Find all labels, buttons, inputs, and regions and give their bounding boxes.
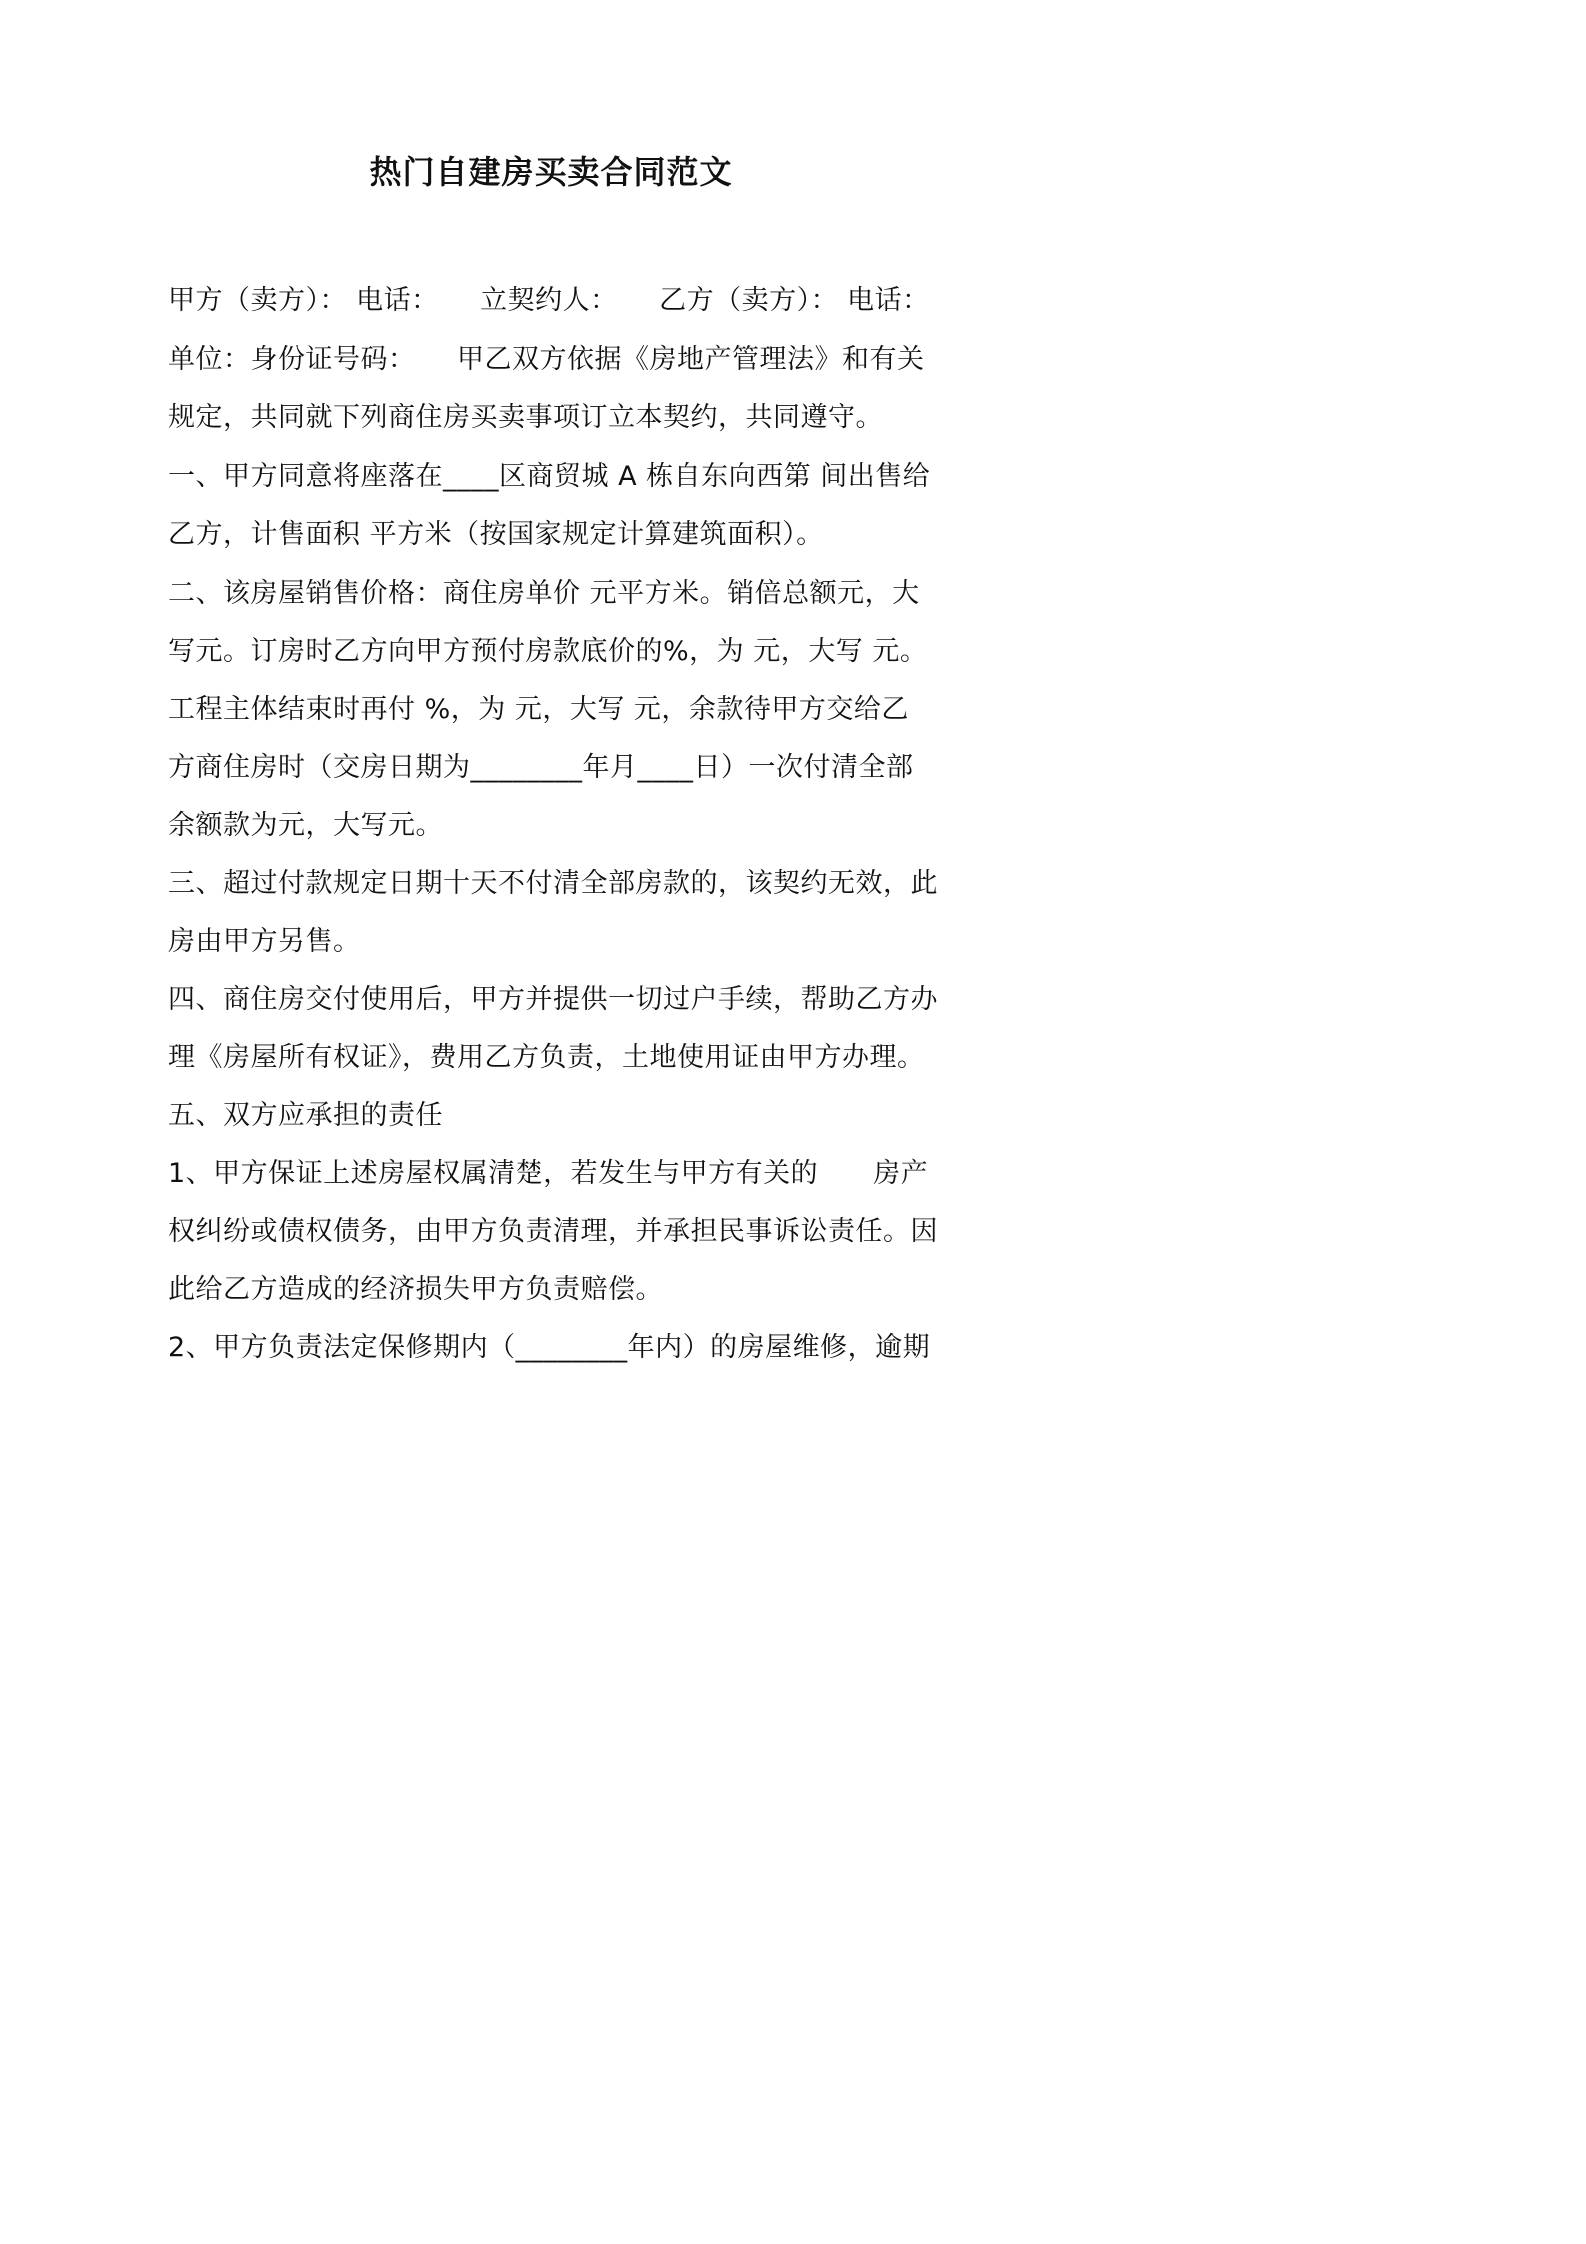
paragraph-line: 三、超过付款规定日期十天不付清全部房款的，该契约无效，此: [168, 868, 938, 899]
paragraph-line: 权纠纷或债权债务，由甲方负责清理，并承担民事诉讼责任。因: [168, 1216, 938, 1247]
paragraph-line: 二、该房屋销售价格：商住房单价 元平方米。销倍总额元，大: [168, 578, 920, 609]
paragraph-line: 此给乙方造成的经济损失甲方负责赔偿。: [168, 1274, 663, 1305]
paragraph-line: 工程主体结束时再付 %，为 元，大写 元，余款待甲方交给乙: [168, 694, 909, 725]
paragraph-line: 写元。订房时乙方向甲方预付房款底价的%，为 元，大写 元。: [168, 636, 928, 667]
document-page: [0, 0, 1102, 1558]
document-title: 热门自建房买卖合同范文: [369, 153, 733, 191]
paragraph-line: 理《房屋所有权证》，费用乙方负责，土地使用证由甲方办理。: [168, 1042, 925, 1073]
paragraph-line: 甲方（卖方）： 电话： 立契约人： 乙方（卖方）： 电话：: [168, 285, 930, 316]
paragraph-line: 方商住房时（交房日期为________年月____日）一次付清全部: [168, 752, 914, 783]
paragraph-line: 单位：身份证号码： 甲乙双方依据《房地产管理法》和有关: [168, 344, 925, 375]
paragraph-line: 余额款为元，大写元。: [168, 810, 443, 841]
paragraph-line: 一、甲方同意将座落在____区商贸城 A 栋自东向西第 间出售给: [168, 461, 931, 492]
paragraph-line: 五、双方应承担的责任: [168, 1100, 443, 1131]
paragraph-line: 1、甲方保证上述房屋权属清楚，若发生与甲方有关的 房产: [168, 1158, 929, 1189]
paragraph-line: 2、甲方负责法定保修期内（________年内）的房屋维修，逾期: [168, 1332, 931, 1363]
paragraph-line: 四、商住房交付使用后，甲方并提供一切过户手续，帮助乙方办: [168, 984, 938, 1015]
paragraph-line: 乙方，计售面积 平方米（按国家规定计算建筑面积）。: [168, 519, 824, 550]
paragraph-line: 规定，共同就下列商住房买卖事项订立本契约，共同遵守。: [168, 402, 883, 433]
paragraph-line: 房由甲方另售。: [168, 926, 361, 957]
